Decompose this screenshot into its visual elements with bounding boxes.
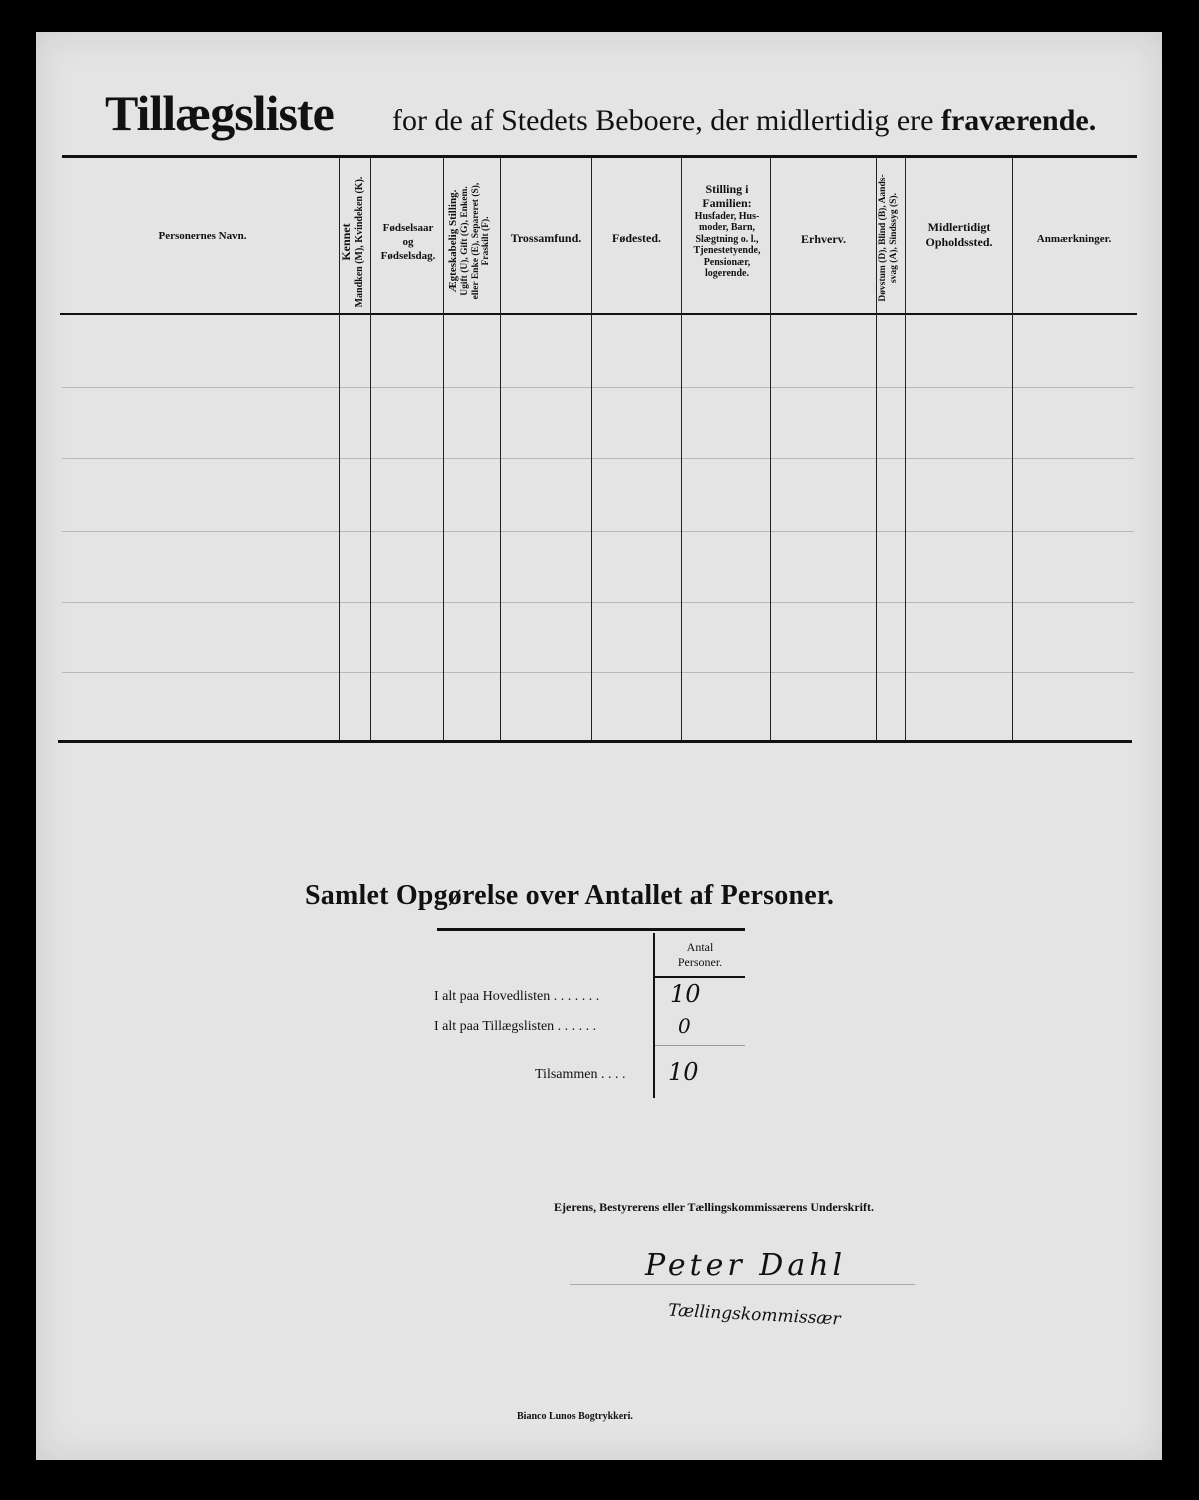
- signature-caption: Ejerens, Bestyrerens eller Tællingskommissærens Underskrift.: [554, 1200, 874, 1214]
- header-family-line4: moder, Barn,: [698, 222, 756, 234]
- subtitle-text: for de af Stedets Beboere, der midlertidig ere: [392, 104, 934, 137]
- table-row-line: [62, 531, 1134, 532]
- header-birth: [372, 222, 444, 263]
- header-birth-line1: Fødselsaar: [382, 222, 434, 234]
- summary-title: Samlet Opgørelse over Antallet af Personer.: [305, 880, 835, 911]
- header-marital: [447, 166, 497, 316]
- header-marital-line4: Fraskilt (F).: [481, 216, 492, 266]
- table-row-line: [62, 602, 1134, 603]
- header-family-line5: Slægtning o. l.,: [695, 233, 759, 245]
- header-occupation: Erhverv.: [801, 232, 846, 246]
- column-divider: [681, 158, 682, 740]
- summary-row-label: I alt paa Hovedlisten . . . . . . .: [434, 989, 600, 1004]
- header-family-line2: Familien:: [702, 195, 752, 210]
- printer-imprint: Bianco Lunos Bogtrykkeri.: [517, 1411, 633, 1422]
- header-birthplace: Fødested.: [612, 231, 661, 245]
- signature-line: [570, 1284, 915, 1285]
- form-title: Tillægsliste: [105, 85, 334, 141]
- header-family-line3: Husfader, Hus-: [694, 210, 760, 222]
- header-sex: [340, 167, 368, 317]
- summary-row-label: I alt paa Tillægslisten . . . . . .: [434, 1019, 597, 1034]
- header-birth-line2: og: [402, 235, 414, 248]
- summary-col-header: [657, 940, 743, 970]
- header-residence-line2: Opholdssted.: [925, 235, 993, 249]
- table-row-line: [62, 672, 1134, 673]
- subtitle-emphasis: fraværende.: [940, 104, 1097, 137]
- summary-row-label: Tilsammen . . . .: [535, 1067, 626, 1082]
- header-sex-line1: Kennet: [339, 223, 353, 261]
- column-divider: [1012, 158, 1013, 740]
- header-family-line6: Tjenestetyende,: [693, 245, 761, 257]
- table-row-line: [62, 387, 1134, 388]
- header-bottom-rule: [60, 313, 1137, 315]
- header-marital-line1: Ægteskabelig Stilling.: [447, 189, 459, 293]
- header-disability-line2: svag (A), Sindssyg (S).: [888, 193, 899, 284]
- summary-header-rule: [655, 976, 745, 978]
- header-disability: [878, 163, 904, 313]
- summary-col-header-line2: Personer.: [677, 955, 723, 969]
- header-family: [683, 183, 771, 280]
- summary-top-rule: [437, 928, 745, 931]
- summary-row-line: [655, 1045, 745, 1046]
- header-remarks: Anmærkninger.: [1036, 233, 1112, 245]
- table-row-line: [62, 458, 1134, 459]
- header-residence: [906, 220, 1012, 250]
- summary-row-value: 10: [668, 1058, 699, 1086]
- summary-row-value: 10: [670, 980, 701, 1008]
- header-disability-line1: Døvstum (D), Blind (B), Aands-: [878, 174, 888, 302]
- summary-col-header-line1: Antal: [686, 940, 714, 954]
- signature-role: Tællingskommissær: [667, 1300, 842, 1330]
- header-name: Personernes Navn.: [158, 230, 247, 242]
- header-sex-line2: Mandken (M), Kvindeken (K).: [353, 176, 365, 308]
- header-family-line7: Pensionær,: [703, 256, 751, 268]
- header-marital-line3: eller Enke (E), Separeret (S),: [470, 182, 481, 300]
- header-religion: Trossamfund.: [510, 231, 582, 245]
- summary-column-divider: [653, 933, 655, 1098]
- header-family-line8: logerende.: [705, 268, 749, 280]
- header-family-line1: Stilling i: [705, 182, 749, 196]
- summary-row-value: 0: [678, 1014, 691, 1038]
- table-bottom-rule: [58, 740, 1132, 743]
- table-top-rule: [62, 155, 1137, 158]
- form-subtitle: [392, 106, 1096, 136]
- header-birth-line3: Fødselsdag.: [380, 249, 436, 262]
- header-marital-line2: Ugift (U), Gift (G), Enkem.: [459, 186, 470, 296]
- signature-name: Peter Dahl: [645, 1248, 847, 1283]
- column-divider: [876, 158, 877, 740]
- column-divider: [370, 158, 371, 740]
- header-residence-line1: Midlertidigt: [927, 220, 991, 234]
